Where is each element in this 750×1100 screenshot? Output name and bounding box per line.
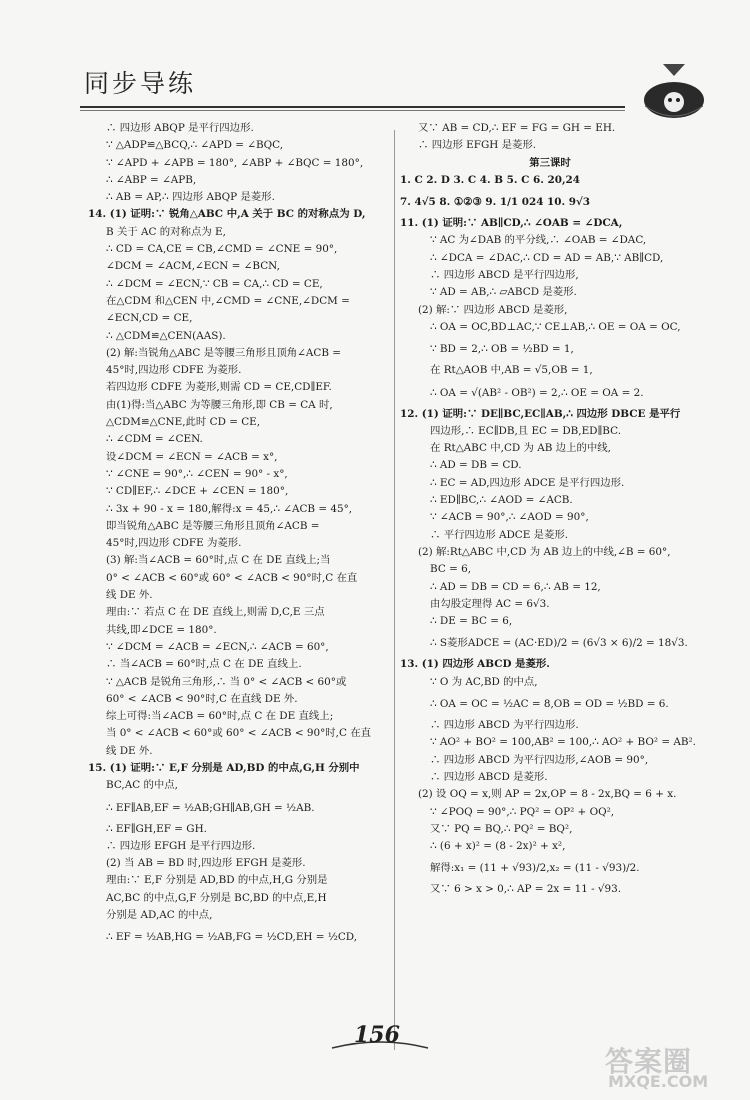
problem-14-heading: 14. (1) 证明:∵ 锐角△ABC 中,A 关于 BC 的对称点为 D, [88, 208, 366, 221]
problem-15-heading: 15. (1) 证明:∵ E,F 分别是 AD,BD 的中点,G,H 分别中 [88, 761, 360, 774]
text-line: 共线,即∠DCE = 180°. [106, 623, 217, 636]
text-line: ∴ EF = ½AB,HG = ½AB,FG = ½CD,EH = ½CD, [106, 931, 358, 944]
answers-row-2: 7. 4√5 8. ①②③ 9. 1/1 024 10. 9√3 [400, 196, 591, 209]
page-number: 156 [354, 1022, 400, 1048]
text-line: ∴ OA = OC = ½AC = 8,OB = OD = ½BD = 6. [430, 698, 669, 711]
text-line: ∵ AD = AB,∴ ▱ABCD 是菱形. [430, 286, 577, 299]
text-line: ∴ ∠DCA = ∠DAC,∴ CD = AD = AB,∵ AB∥CD, [430, 251, 664, 264]
text-line: ∴ AB = AP,∴ 四边形 ABQP 是菱形. [106, 191, 275, 204]
text-line: 当 0° < ∠ACB < 60°或 60° < ∠ACB < 90°时,C 在直 [106, 727, 372, 740]
text-line: ∴ CD = CA,CE = CB,∠CMD = ∠CNE = 90°, [106, 243, 338, 256]
text-line: ∴ EC = AD,四边形 ADCE 是平行四边形. [430, 476, 625, 489]
right-column [400, 120, 700, 899]
text-line: (2) 解:Rt△ABC 中,CD 为 AB 边上的中线,∠B = 60°, [418, 545, 671, 558]
text-line: ∴ OA = OC,BD⊥AC,∵ CE⊥AB,∴ OE = OA = OC, [430, 320, 681, 333]
text-line: 又∵ 6 > x > 0,∴ AP = 2x = 11 - √93. [430, 883, 622, 896]
text-line: 0° < ∠ACB < 60°或 60° < ∠ACB < 90°时,C 在直 [106, 571, 358, 584]
text-line: ∵ AC 为∠DAB 的平分线,∴ ∠OAB = ∠DAC, [430, 234, 647, 247]
text-line: ∴ 四边形 ABCD 为平行四边形. [430, 719, 579, 732]
text-line: ∵ ∠POQ = 90°,∴ PQ² = OP² + OQ², [430, 805, 615, 818]
book-title: 同步导练 [84, 69, 197, 98]
text-line: 理由:∵ E,F 分别是 AD,BD 的中点,H,G 分别是 [106, 874, 328, 887]
text-line: 在△CDM 和△CEN 中,∠CMD = ∠CNE,∠DCM = [106, 294, 350, 307]
text-line: (2) 解:∵ 四边形 ABCD 是菱形, [418, 303, 568, 316]
text-line: 线 DE 外. [106, 589, 153, 602]
text-line: 又∵ AB = CD,∴ EF = FG = GH = EH. [418, 122, 616, 134]
text-line: 解得:x₁ = (11 + √93)/2,x₂ = (11 - √93)/2. [430, 862, 640, 875]
text-line: ∴ AD = DB = CD = 6,∴ AB = 12, [430, 580, 601, 593]
text-line: BC,AC 的中点, [106, 779, 178, 792]
text-line: ∠ECN,CD = CE, [106, 312, 193, 325]
watermark-url: MXQE.COM [608, 1072, 709, 1091]
text-line: BC = 6, [430, 563, 472, 576]
answers-row-1: 1. C 2. D 3. C 4. B 5. C 6. 20,24 [400, 173, 581, 186]
text-line: ∵ ∠APD + ∠APB = 180°, ∠ABP + ∠BQC = 180°, [106, 156, 364, 169]
text-line: AC,BC 的中点,G,F 分别是 BC,BD 的中点,E,H [106, 891, 327, 904]
problem-13-heading: 13. (1) 四边形 ABCD 是菱形. [400, 658, 550, 671]
text-line: ∴ EF∥GH,EF = GH. [106, 822, 207, 835]
text-line: ∴ 四边形 ABCD 是平行四边形, [430, 269, 579, 282]
text-line: ∵ ∠DCM = ∠ACB = ∠ECN,∴ ∠ACB = 60°, [106, 640, 329, 653]
text-line: (2) 当 AB = BD 时,四边形 EFGH 是菱形. [106, 857, 306, 870]
text-line: 四边形,∴ EC∥DB,且 EC = DB,ED∥BC. [430, 424, 622, 437]
text-line: △CDM≌△CNE,此时 CD = CE, [106, 416, 261, 429]
text-line: ∴ 平行四边形 ADCE 是菱形. [430, 528, 569, 541]
problem-11-heading: 11. (1) 证明:∵ AB∥CD,∴ ∠OAB = ∠DCA, [400, 217, 623, 230]
header-rule-thin [80, 110, 625, 111]
text-line: ∴ 四边形 ABCD 是菱形. [430, 770, 548, 783]
text-line: ∵ △ACB 是锐角三角形,∴ 当 0° < ∠ACB < 60°或 [106, 675, 347, 688]
text-line: ∵ ∠ACB = 90°,∴ ∠AOD = 90°, [430, 511, 589, 524]
text-line: ∴ 3x + 90 - x = 180,解得:x = 45,∴ ∠ACB = 45°, [106, 502, 353, 515]
text-line: 线 DE 外. [106, 744, 153, 757]
text-line: 设∠DCM = ∠ECN = ∠ACB = x°, [106, 450, 278, 463]
left-column [88, 120, 393, 950]
text-line: (2) 解:当锐角△ABC 是等腰三角形且顶角∠ACB = [106, 346, 341, 359]
text-line: ∴ OA = √(AB² - OB²) = 2,∴ OE = OA = 2. [430, 386, 644, 399]
text-line: ∵ AO² + BO² = 100,AB² = 100,∴ AO² + BO² = AB². [430, 736, 696, 749]
text-line: 在 Rt△AOB 中,AB = √5,OB = 1, [430, 364, 593, 377]
text-line: 45°时,四边形 CDFE 为菱形. [106, 364, 242, 377]
text-line: B 关于 AC 的对称点为 E, [106, 225, 226, 238]
text-line: ∴ 当∠ACB = 60°时,点 C 在 DE 直线上. [106, 658, 302, 671]
text-line: ∴ S菱形ADCE = (AC·ED)/2 = (6√3 × 6)/2 = 18√3. [430, 637, 688, 650]
text-line: 又∵ PQ = BQ,∴ PQ² = BQ², [430, 822, 573, 835]
text-line: ∴ 四边形 EFGH 是平行四边形. [106, 839, 256, 852]
page-header [80, 52, 700, 112]
problem-12-heading: 12. (1) 证明:∵ DE∥BC,EC∥AB,∴ 四边形 DBCE 是平行 [400, 407, 681, 420]
watermark-logo: 答案圈 [605, 1045, 693, 1078]
text-line: ∵ ∠CNE = 90°,∴ ∠CEN = 90° - x°, [106, 467, 288, 480]
text-line: 在 Rt△ABC 中,CD 为 AB 边上的中线, [430, 442, 611, 455]
text-line: ∵ O 为 AC,BD 的中点, [430, 675, 538, 688]
text-line: 60° < ∠ACB < 90°时,C 在直线 DE 外. [106, 692, 298, 705]
text-line: ∴ ∠ABP = ∠APB, [106, 173, 197, 186]
header-rule [80, 106, 625, 108]
text-line: ∵ BD = 2,∴ OB = ½BD = 1, [430, 343, 574, 356]
text-line: 由勾股定理得 AC = 6√3. [430, 597, 550, 610]
text-line: ∴ 四边形 ABCD 为平行四边形,∠AOB = 90°, [430, 753, 649, 766]
text-line: 若四边形 CDFE 为菱形,则需 CD = CE,CD∥EF. [106, 381, 332, 394]
text-line: 分别是 AD,AC 的中点, [106, 909, 213, 922]
text-line: 即当锐角△ABC 是等腰三角形且顶角∠ACB = [106, 519, 320, 532]
text-line: 理由:∵ 若点 C 在 DE 直线上,则需 D,C,E 三点 [106, 606, 325, 619]
text-line: ∴ ∠DCM = ∠ECN,∵ CB = CA,∴ CD = CE, [106, 277, 323, 290]
text-line: ∵ CD∥EF,∴ ∠DCE + ∠CEN = 180°, [106, 485, 289, 498]
text-line: ∴ EF∥AB,EF = ½AB;GH∥AB,GH = ½AB. [106, 801, 315, 814]
text-line: (3) 解:当∠ACB = 60°时,点 C 在 DE 直线上;当 [106, 554, 331, 567]
text-line: ∴ DE = BC = 6, [430, 615, 513, 628]
text-line: 45°时,四边形 CDFE 为菱形. [106, 537, 242, 550]
text-line: ∴ △CDM≌△CEN(AAS). [106, 329, 226, 342]
teacher-badge-logo [635, 62, 713, 126]
text-line: ∴ AD = DB = CD. [430, 459, 522, 472]
section-heading: 第三课时 [529, 156, 571, 169]
text-line: ∴ (6 + x)² = (8 - 2x)² + x², [430, 840, 566, 853]
text-line: ∵ △ADP≌△BCQ,∴ ∠APD = ∠BQC, [106, 139, 284, 152]
text-line: ∴ 四边形 EFGH 是菱形. [418, 139, 537, 152]
text-line: 综上可得:当∠ACB = 60°时,点 C 在 DE 直线上; [106, 710, 334, 723]
text-line: ∴ ∠CDM = ∠CEN. [106, 433, 203, 446]
text-line: ∠DCM = ∠ACM,∠ECN = ∠BCN, [106, 260, 280, 273]
column-divider [394, 130, 395, 1050]
text-line: (2) 设 OQ = x,则 AP = 2x,OP = 8 - 2x,BQ = 6 + x. [418, 788, 677, 801]
text-line: ∴ 四边形 ABQP 是平行四边形. [106, 122, 254, 134]
text-line: 由(1)得:当△ABC 为等腰三角形,即 CB = CA 时, [106, 398, 333, 411]
text-line: ∴ ED∥BC,∴ ∠AOD = ∠ACB. [430, 494, 573, 507]
